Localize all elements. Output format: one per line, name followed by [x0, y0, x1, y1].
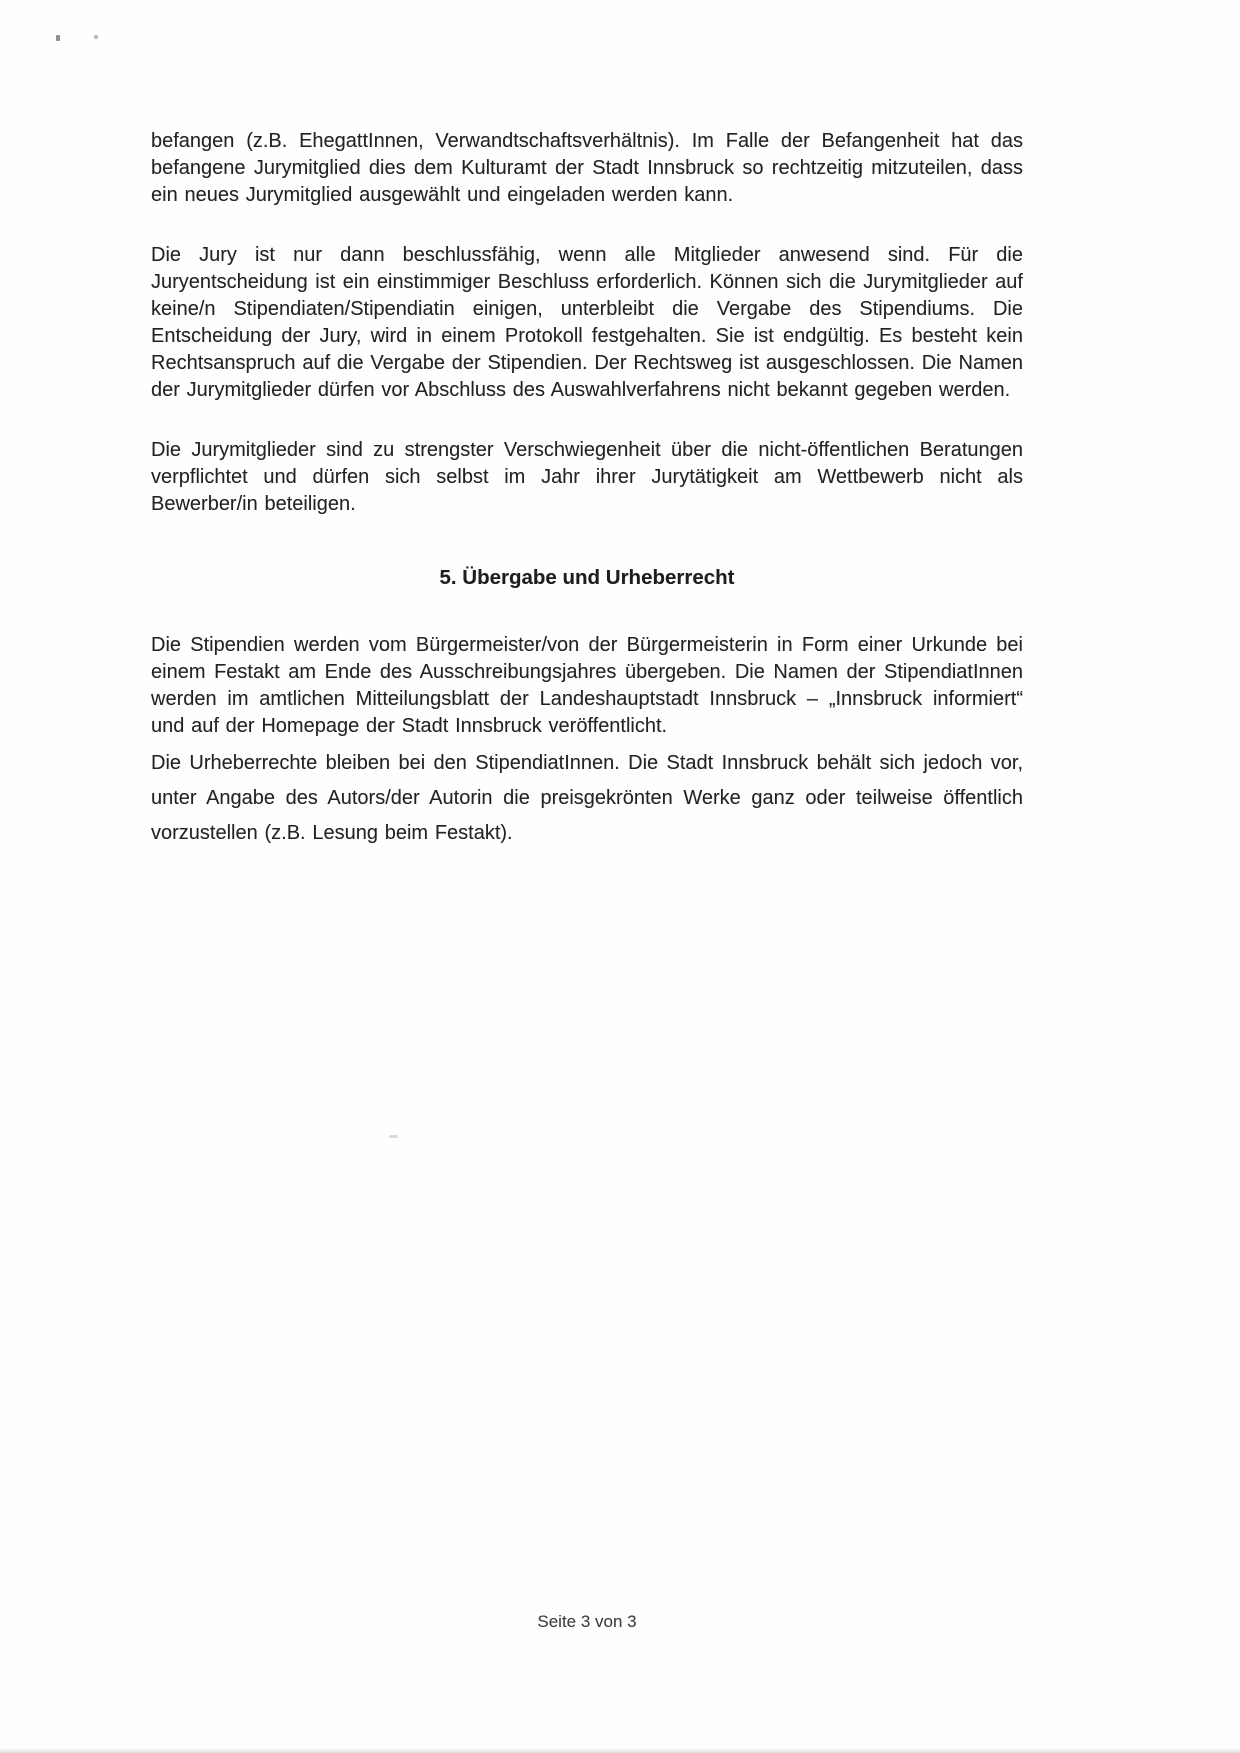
- section-heading-uebergabe-urheberrecht: 5. Übergabe und Urheberrecht: [439, 566, 735, 589]
- page-number-label: Seite 3 von 3: [537, 1612, 637, 1631]
- paragraph-stipendien-uebergabe: Die Stipendien werden vom Bürgermeister/von der Bürgermeisterin in Form einer Urkunde bei einem Festakt am Ende des Ausschreibungsjahres übergeben. Die Namen der StipendiatInnen werden im amtlichen Mitteilungsblatt der Landeshauptstadt Innsbruck – „Innsbruck informiert“ und auf der Homepage der Stadt Innsbruck veröffentlicht.: [151, 634, 1023, 737]
- document-body: [151, 128, 1023, 851]
- scan-bottom-edge: [0, 1748, 1240, 1753]
- paragraph-urheberrechte: Die Urheberrechte bleiben bei den StipendiatInnen. Die Stadt Innsbruck behält sich jedoch vor, unter Angabe des Autors/der Autorin die preisgekrönten Werke ganz oder teilweise öffentlich vorzustellen (z.B. Lesung beim Festakt).: [151, 752, 1023, 844]
- paragraph-verschwiegenheit: Die Jurymitglieder sind zu strengster Verschwiegenheit über die nicht-öffentlichen Beratungen verpflichtet und dürfen sich selbst im Jahr ihrer Jurytätigkeit am Wettbewerb nicht als Bewerber/in beteiligen.: [151, 439, 1023, 515]
- paragraph-jury-beschluss: Die Jury ist nur dann beschlussfähig, wenn alle Mitglieder anwesend sind. Für die Juryentscheidung ist ein einstimmiger Beschluss erforderlich. Können sich die Jurymitglieder auf keine/n Stipendiaten/Stipendiatin einigen, unterbleibt die Vergabe des Stipendiums. Die Entscheidung der Jury, wird in einem Protokoll festgehalten. Sie ist endgültig. Es besteht kein Rechtsanspruch auf die Vergabe der Stipendien. Der Rechtsweg ist ausgeschlossen. Die Namen der Jurymitglieder dürfen vor Abschluss des Auswahlverfahrens nicht bekannt gegeben werden.: [151, 244, 1023, 401]
- page-footer: [151, 1612, 1023, 1632]
- paragraph-befangenheit: befangen (z.B. EhegattInnen, Verwandtschaftsverhältnis). Im Falle der Befangenheit hat das befangene Jurymitglied dies dem Kulturamt der Stadt Innsbruck so rechtzeitig mitzuteilen, dass ein neues Jurymitglied ausgewählt und eingeladen werden kann.: [151, 130, 1023, 206]
- scan-artifact-dot: [389, 1135, 398, 1138]
- scan-artifact-dot: [56, 35, 60, 41]
- scan-artifact-dot: [94, 35, 98, 39]
